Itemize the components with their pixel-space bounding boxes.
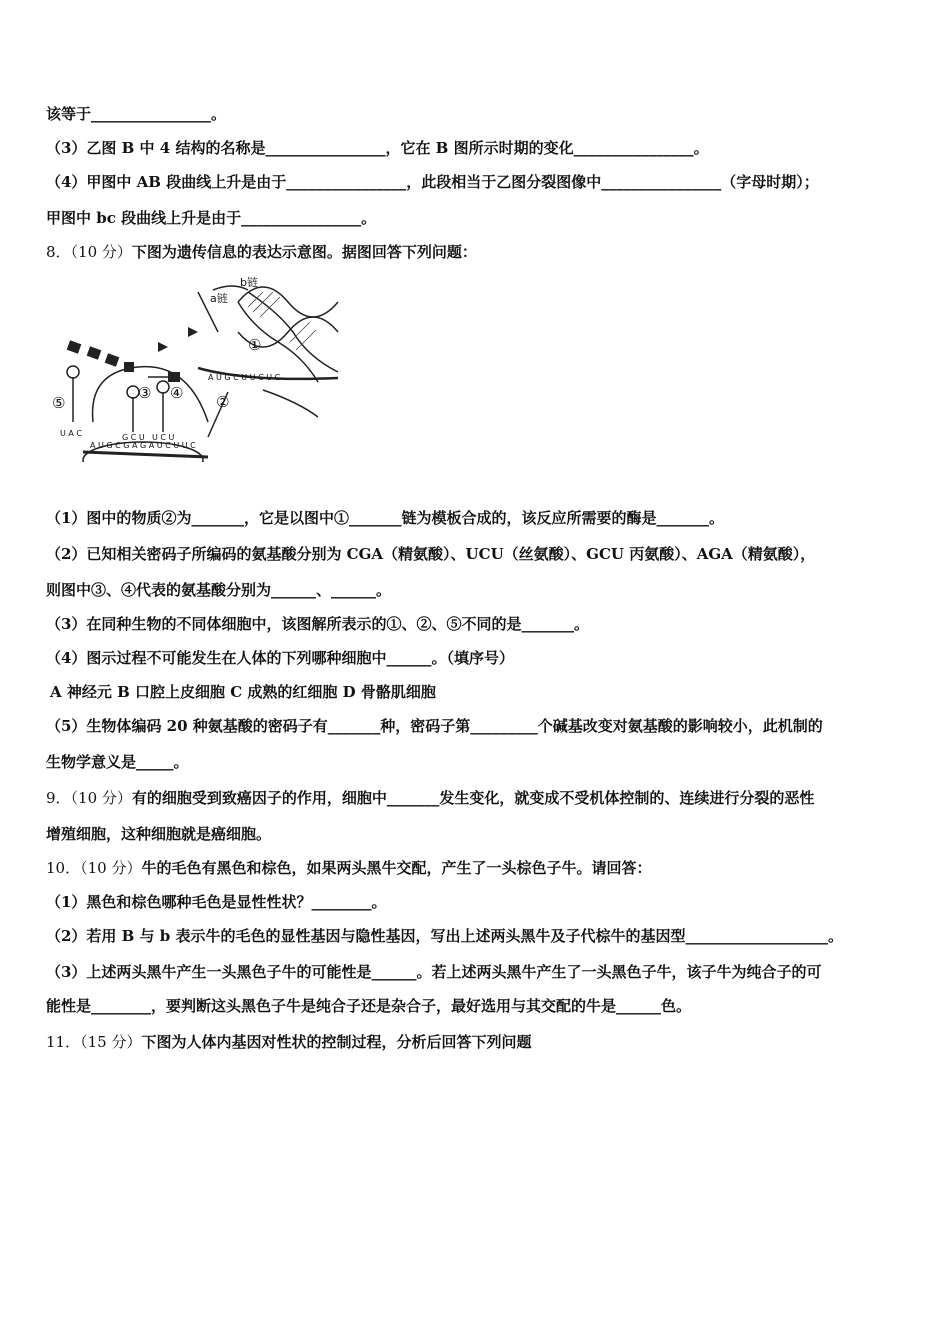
anticodon-3-label: G C U xyxy=(122,433,145,442)
b-chain-label: b链 xyxy=(240,276,258,289)
text-line-q8-5a: （5）生物体编码 20 种氨基酸的密码子有_______种，密码子第_________个碱基改变对氨基酸的影响较小，此机制的 xyxy=(46,717,823,735)
question-10-heading xyxy=(46,858,651,878)
question-text: 牛的毛色有黑色和棕色，如果两头黑牛交配，产生了一头棕色子牛。请回答： xyxy=(141,859,652,877)
circle-4-label: ④ xyxy=(170,384,184,402)
circle-2-label: ② xyxy=(216,393,230,411)
question-number: 9．（10 分） xyxy=(46,789,132,807)
mrna-top-label: A U G C U U C U C xyxy=(208,373,281,382)
anticodon-4-label: U C U xyxy=(152,433,175,442)
text-line-1: 该等于________________。 xyxy=(46,105,227,123)
text-line-q8-4-options: A 神经元 B 口腔上皮细胞 C 成熟的红细胞 D 骨骼肌细胞 xyxy=(50,683,436,701)
circle-3-label: ③ xyxy=(138,384,152,402)
question-8-heading xyxy=(46,242,477,262)
text-line-q10-3a: （3）上述两头黑牛产生一头黑色子牛的可能性是______。若上述两头黑牛产生了一头黑色子牛，该子牛为纯合子的可 xyxy=(46,963,822,981)
text-line-3: （4）甲图中 AB 段曲线上升是由于________________，此段相当于乙图分裂图像中________________（字母时期）； xyxy=(46,173,819,191)
text-line-q8-3: （3）在同种生物的不同体细胞中，该图解所表示的①、②、⑤不同的是_______。 xyxy=(46,615,589,633)
question-9-heading xyxy=(46,788,814,808)
circle-5-label: ⑤ xyxy=(52,394,66,412)
question-text: 下图为遗传信息的表达示意图。据图回答下列问题： xyxy=(131,243,477,261)
question-11-heading xyxy=(46,1032,531,1052)
a-chain-label: a链 xyxy=(210,292,228,305)
text-line-q8-4: （4）图示过程不可能发生在人体的下列哪种细胞中______。（填序号） xyxy=(46,649,514,667)
mrna-bottom-label: A U G C G A G A U C U U C xyxy=(90,441,196,450)
question-number: 10．（10 分） xyxy=(46,859,142,877)
question-text: 下图为人体内基因对性状的控制过程，分析后回答下列问题 xyxy=(141,1033,532,1051)
gene-expression-figure xyxy=(48,272,344,462)
question-number: 8．（10 分） xyxy=(46,243,132,261)
question-number: 11．（15 分） xyxy=(46,1033,142,1051)
text-line-q8-5b: 生物学意义是_____。 xyxy=(46,753,189,771)
text-line-q10-2: （2）若用 B 与 b 表示牛的毛色的显性基因与隐性基因，写出上述两头黑牛及子代棕牛的基因型___________________。 xyxy=(46,927,843,945)
text-line-q10-1: （1）黑色和棕色哪种毛色是显性性状？________。 xyxy=(46,893,387,911)
text-line-2: （3）乙图 B 中 4 结构的名称是________________，它在 B 图所示时期的变化________________。 xyxy=(46,139,709,157)
text-line-4: 甲图中 bc 段曲线上升是由于________________。 xyxy=(46,209,377,227)
text-line-q8-1: （1）图中的物质②为_______，它是以图中①_______链为模板合成的，该反应所需要的酶是_______。 xyxy=(46,509,724,527)
text-line-q9-b: 增殖细胞，这种细胞就是癌细胞。 xyxy=(46,825,272,843)
text-line-q10-3b: 能性是________，要判断这头黑色子牛是纯合子还是杂合子，最好选用与其交配的牛是______色。 xyxy=(46,997,692,1015)
text-line-q8-2a: （2）已知相关密码子所编码的氨基酸分别为 CGA（精氨酸）、UCU（丝氨酸）、GCU 丙氨酸）、AGA（精氨酸）， xyxy=(46,545,816,563)
text-line-q8-2b: 则图中③、④代表的氨基酸分别为______、______。 xyxy=(46,581,392,599)
anticodon-5-label: U A C xyxy=(60,429,82,438)
question-text: 有的细胞受到致癌因子的作用，细胞中_______发生变化，就变成不受机体控制的、连续进行分裂的恶性 xyxy=(131,789,815,807)
circle-1-label: ① xyxy=(248,336,262,354)
